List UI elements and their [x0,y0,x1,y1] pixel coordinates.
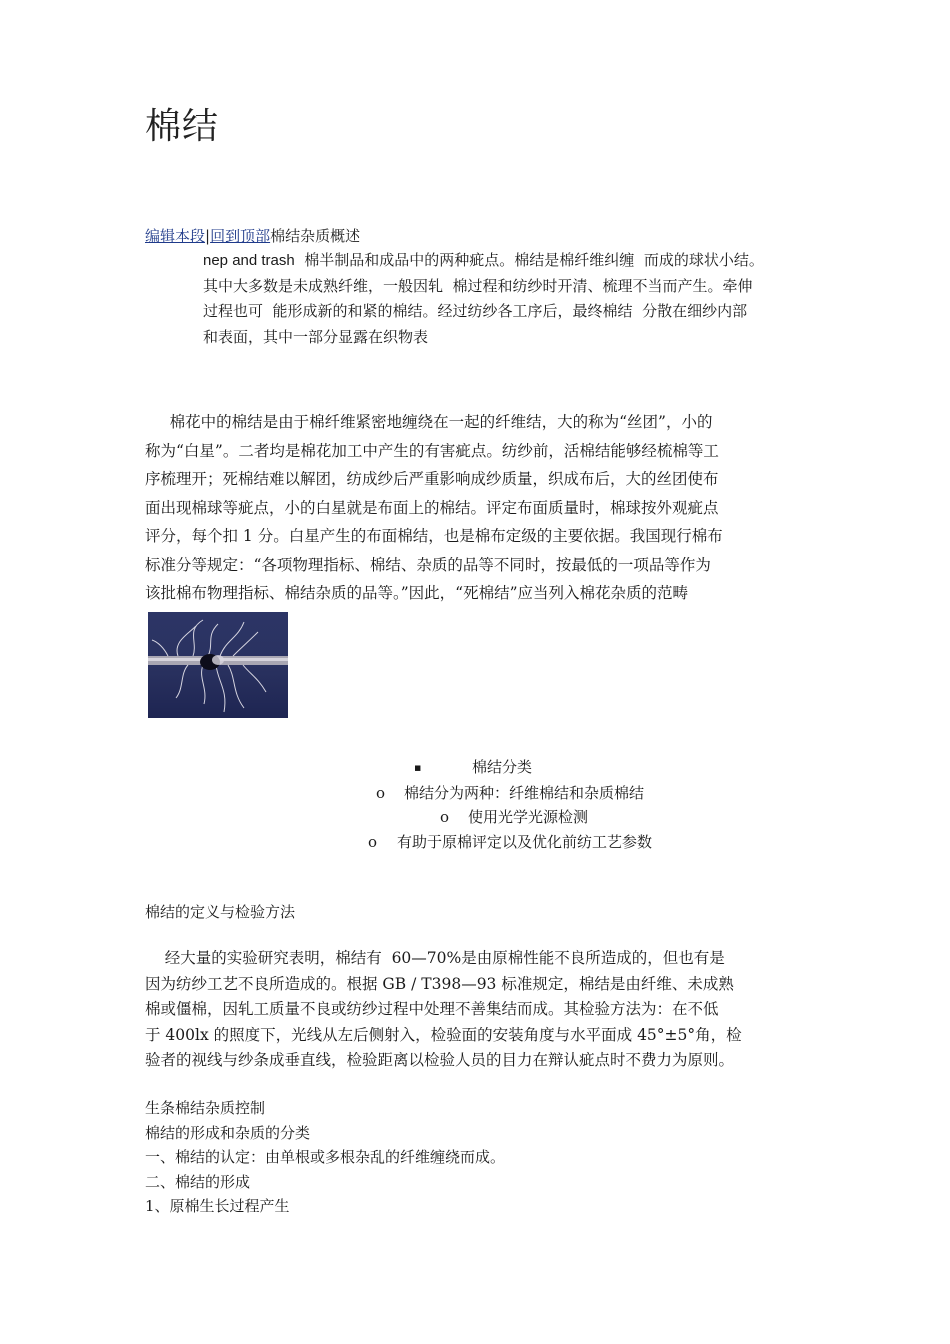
list-line: 1、原棉生长过程产生 [145,1197,290,1215]
paragraph-line: 棉或僵棉，因轧工质量不良或纺纱过程中处理不善集结而成。其检验方法为：在不低 [145,1000,719,1018]
paragraph-line: 经大量的实验研究表明，棉结有 60—70%是由原棉性能不良所造成的，但也有是 [145,949,725,967]
overview-line: 和表面，其中一部分显露在织物表 [203,327,429,346]
nav-separator: | [205,227,211,245]
paragraph-line: 称为“白星”。二者均是棉花加工中产生的有害疵点。纺纱前，活棉结能够经梳棉等工 [145,441,719,460]
list-item: 棉结分为两种：纤维棉结和杂质棉结 [404,784,645,802]
nep-photo-image [148,612,288,718]
overview-line: 棉半制品和成品中的两种疵点。棉结是棉纤维纠缠 而成的球状小结。 [294,251,764,269]
overview-block [203,248,823,350]
section-heading: 棉结的定义与检验方法 [145,903,296,921]
bullet-circle-icon: o [368,833,378,851]
paragraph-line: 面出现棉球等疵点，小的白星就是布面上的棉结。评定布面质量时，棉球按外观疵点 [145,498,719,517]
section-nav [145,225,360,247]
paragraph-line: 棉花中的棉结是由于棉纤维紧密地缠绕在一起的纤维结，大的称为“丝团”，小的 [145,413,713,431]
list-item: 使用光学光源检测 [468,808,589,826]
list-item: 棉结分类 [472,758,533,776]
cotton-neps-paragraph [145,408,815,608]
list-line: 生条棉结杂质控制 [145,1099,266,1117]
nep-photo [148,612,288,718]
list-item: 有助于原棉评定以及优化前纺工艺参数 [397,833,653,851]
overview-english-term: nep and trash [203,252,295,269]
inspection-method-paragraph [145,946,815,1074]
list-line: 二、棉结的形成 [145,1172,251,1191]
paragraph-line: 序梳理开；死棉结难以解团，纺成纱后严重影响成纱质量，织成布后，大的丝团使布 [145,470,719,488]
overview-line: 过程也可 能形成新的和紧的棉结。经过纺纱各工序后，最终棉结 分散在细纱内部 [203,302,748,320]
back-to-top-link[interactable]: 回到顶部 [210,227,271,245]
edit-section-link[interactable]: 编辑本段 [145,227,206,245]
paragraph-line: 于 400lx 的照度下，光线从左后侧射入，检验面的安装角度与水平面成 45°±5°角，检 [145,1025,742,1044]
section-heading: 棉结杂质概述 [270,227,361,245]
paragraph-line: 因为纺纱工艺不良所造成的。根据 GB / T398—93 标准规定，棉结是由纤维、未成熟 [145,974,734,993]
paragraph-line: 验者的视线与纱条成垂直线，检验距离以检验人员的目力在辩认疵点时不费力为原则。 [145,1051,735,1069]
list-line: 一、棉结的认定：由单根或多根杂乱的纤维缠绕而成。 [145,1148,506,1166]
bullet-circle-icon: o [440,808,450,826]
paragraph-line: 评分，每个扣 1 分。白星产生的布面棉结，也是棉布定级的主要依据。我国现行棉布 [145,527,723,545]
bullet-circle-icon: o [376,784,386,802]
paragraph-line: 标准分等规定：“各项物理指标、棉结、杂质的品等不同时，按最低的一项品等作为 [145,555,711,574]
sliver-control-section [145,1096,505,1219]
overview-line: 其中大多数是未成熟纤维，一般因轧 棉过程和纺纱时开清、梳理不当而产生。牵伸 [203,276,753,295]
paragraph-line: 该批棉布物理指标、棉结杂质的品等。”因此，“死棉结”应当列入棉花杂质的范畴 [145,584,689,602]
list-line: 棉结的形成和杂质的分类 [145,1123,311,1142]
page-title: 棉结 [145,106,220,147]
bullet-square-icon: ▪ [414,761,422,774]
